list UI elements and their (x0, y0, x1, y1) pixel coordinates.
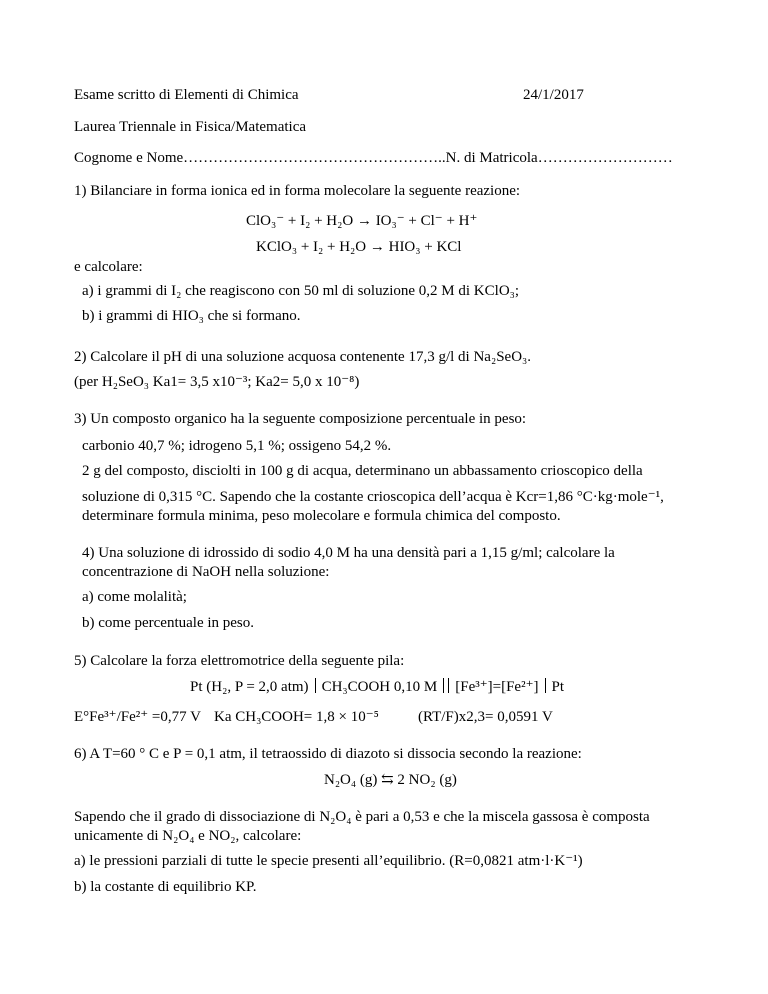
q4-line-2: concentrazione di NaOH nella soluzione: (82, 564, 330, 580)
salt-bridge-left (443, 678, 444, 693)
q3-composition: carbonio 40,7 %; idrogeno 5,1 %; ossigeno 54,2 %. (82, 438, 392, 454)
q6-equation: N₂O₄ (g) ⇆ 2 NO₂ (g) (324, 772, 457, 788)
pila-cathode: Pt (551, 679, 565, 695)
q6-line-1: Sapendo che il grado di dissociazione di N₂O₄ è pari a 0,53 e che la miscela gassosa è composta (74, 809, 650, 825)
exam-title: Esame scritto di Elementi di Chimica (74, 87, 299, 103)
q3-line-3: determinare formula minima, peso molecolare e formula chimica del composto. (82, 508, 561, 524)
q5-e0: E°Fe³⁺/Fe²⁺ =0,77 V (74, 709, 201, 725)
course-name: Laurea Triennale in Fisica/Matematica (74, 119, 307, 135)
q6-item-a: a) le pressioni parziali di tutte le specie presenti all’equilibrio. (R=0,0821 atm·l·K⁻¹) (74, 853, 583, 869)
exam-date: 24/1/2017 (523, 87, 584, 103)
q4-line-1: 4) Una soluzione di idrossido di sodio 4,0 M ha una densità pari a 1,15 g/ml; calcolare la (82, 545, 615, 561)
q2-text: 2) Calcolare il pH di una soluzione acquosa contenente 17,3 g/l di Na₂SeO₃. (74, 349, 532, 365)
q2-constants: (per H₂SeO₃ Ka1= 3,5 x10⁻³; Ka2= 5,0 x 10⁻⁸) (74, 374, 360, 390)
q1-calc: e calcolare: (74, 259, 143, 275)
q3-line-1: 2 g del composto, disciolti in 100 g di acqua, determinano un abbassamento crioscopico della (82, 463, 643, 479)
q6-line-2: unicamente di N₂O₄ e NO₂, calcolare: (74, 828, 302, 844)
name-line: Cognome e Nome……………………………………………..N. di Matricola……………………… (74, 150, 673, 166)
q6-intro: 6) A T=60 ° C e P = 0,1 atm, il tetraossido di diazoto si dissocia secondo la reazione: (74, 746, 582, 762)
q4-item-b: b) come percentuale in peso. (82, 615, 255, 631)
q1-intro: 1) Bilanciare in forma ionica ed in forma molecolare la seguente reazione: (74, 183, 521, 199)
phase-boundary-2 (545, 678, 546, 693)
q5-ka: Ka CH₃COOH= 1,8 × 10⁻⁵ (214, 709, 379, 725)
pila-acid: CH₃COOH 0,10 M (321, 679, 438, 695)
pila-anode: Pt (H₂, P = 2,0 atm) (190, 679, 309, 695)
q6-item-b: b) la costante di equilibrio KP. (74, 879, 257, 895)
pila-iron: [Fe³⁺]=[Fe²⁺] (455, 679, 539, 695)
q1-item-b: b) i grammi di HIO₃ che si formano. (82, 308, 301, 324)
q1-eq-molecular: KClO₃ + I₂ + H₂O → HIO₃ + KCl (256, 239, 462, 255)
q5-intro: 5) Calcolare la forza elettromotrice della seguente pila: (74, 653, 405, 669)
q4-item-a: a) come molalità; (82, 589, 187, 605)
q1-eq-ionic: ClO₃⁻ + I₂ + H₂O → IO₃⁻ + Cl⁻ + H⁺ (246, 213, 478, 229)
phase-boundary (315, 678, 316, 693)
q3-intro: 3) Un composto organico ha la seguente composizione percentuale in peso: (74, 411, 527, 427)
q3-line-2: soluzione di 0,315 °C. Sapendo che la costante crioscopica dell’acqua è Kcr=1,86 °C·kg·mole⁻¹, (82, 489, 664, 505)
salt-bridge-right (448, 678, 449, 693)
q1-item-a: a) i grammi di I₂ che reagiscono con 50 ml di soluzione 0,2 M di KClO₃; (82, 283, 520, 299)
q5-rtf: (RT/F)x2,3= 0,0591 V (418, 709, 553, 725)
q5-pila (190, 678, 564, 696)
